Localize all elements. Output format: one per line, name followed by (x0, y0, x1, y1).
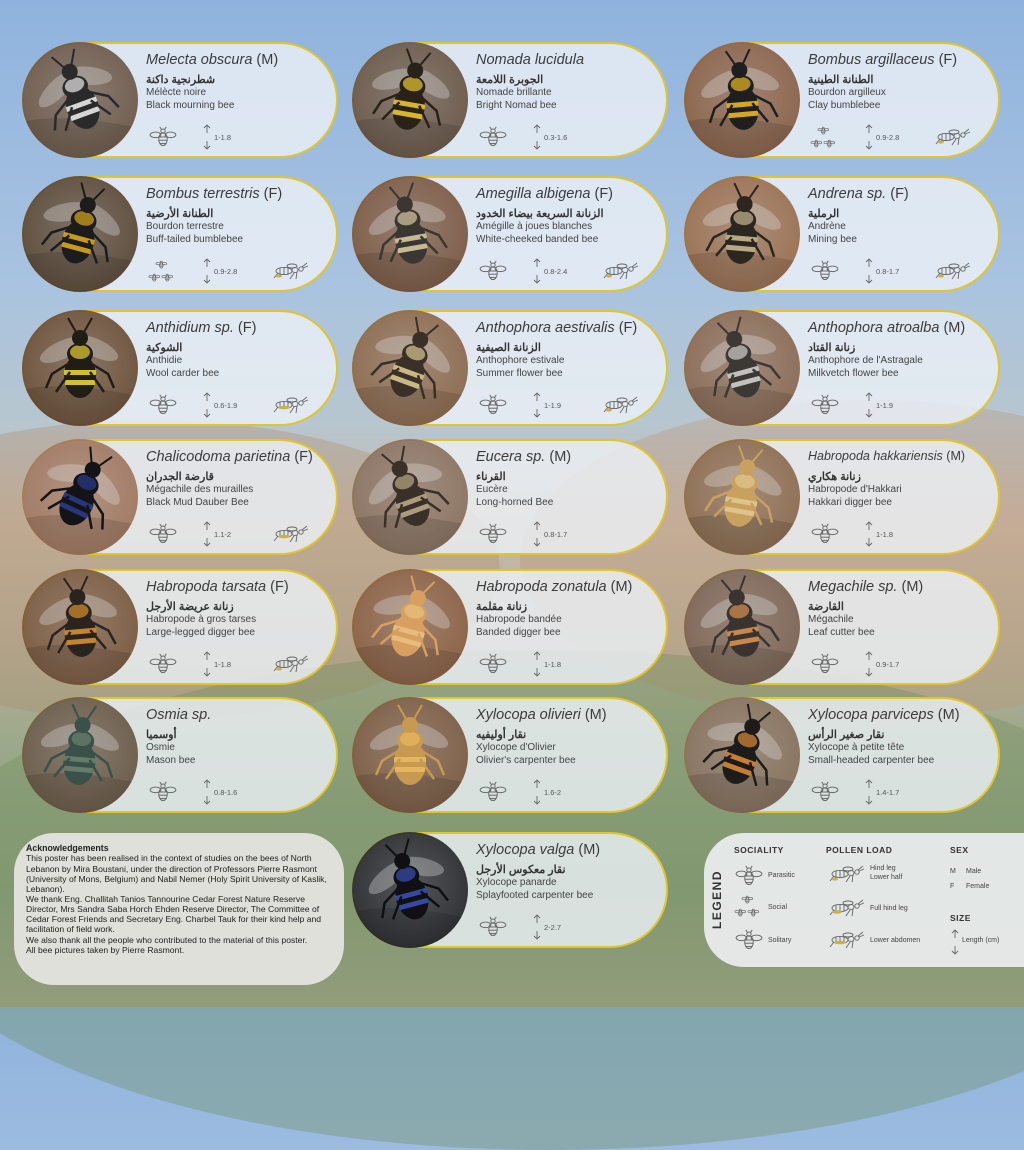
arabic-name: القارضة (808, 601, 844, 613)
size-arrow-icon (202, 521, 212, 545)
bee-photo (352, 832, 468, 948)
bee-card (684, 176, 1000, 292)
size-arrow-icon (202, 392, 212, 416)
sex-label: (M) (946, 449, 966, 463)
bee-photo (684, 569, 800, 685)
size-arrow-icon (532, 521, 542, 545)
scientific-name-text: Xylocopa parviceps (808, 707, 934, 723)
bee-card (22, 42, 338, 158)
french-name: Mégachile des murailles (146, 484, 254, 495)
scientific-name-text: Osmia sp. (146, 707, 212, 723)
size-arrow-icon (202, 124, 212, 148)
sex-label: (F) (263, 186, 283, 202)
parasitic-bee-icon (734, 865, 764, 892)
sex-label: (F) (594, 186, 614, 202)
bee-photo (22, 697, 138, 813)
trait-icons (808, 122, 998, 154)
sex-label: (F) (618, 320, 638, 336)
french-name: Andrène (808, 221, 846, 232)
acknowledgements-text: All bee pictures taken by Pierre Rasmont. (26, 944, 185, 955)
trait-icons (146, 777, 336, 809)
solitary-bee-icon (148, 781, 178, 808)
sex-label: (M) (549, 449, 572, 465)
french-name: Amégille à joues blanches (476, 221, 593, 232)
bee-photo (22, 310, 138, 426)
bee-photo (684, 310, 800, 426)
sex-label: (M) (943, 320, 966, 336)
english-name: Large-legged digger bee (146, 627, 255, 638)
trait-icons (146, 519, 336, 551)
legend-f: F (950, 883, 955, 890)
sex-label: (M) (256, 52, 279, 68)
scientific-name-text: Megachile sp. (808, 579, 898, 595)
scientific-name (146, 707, 211, 723)
sex-label: (F) (237, 320, 257, 336)
solitary-bee-icon (810, 394, 840, 421)
trait-icons (476, 649, 666, 681)
legend-sociality-header: SOCIALITY (734, 845, 784, 855)
trait-icons (808, 649, 998, 681)
size-arrow-icon (864, 651, 874, 675)
bee-card (352, 176, 668, 292)
size-range: 0.3-1.6 (544, 133, 568, 142)
sex-label: (M) (901, 579, 924, 595)
bee-card (684, 42, 1000, 158)
pollen-hind-leg-lower-icon (826, 865, 866, 890)
legend-lower-half: Lower half (870, 874, 903, 881)
scientific-name (808, 707, 960, 723)
sex-label: (F) (294, 449, 313, 465)
bee-card (684, 569, 1000, 685)
legend-solitary: Solitary (768, 937, 792, 944)
english-name: Summer flower bee (476, 368, 563, 379)
arabic-name: الشوكية (146, 342, 183, 354)
scientific-name (146, 579, 289, 595)
arabic-name: الرملية (808, 208, 840, 220)
trait-icons (146, 122, 336, 154)
scientific-name (476, 320, 637, 336)
solitary-bee-icon (148, 523, 178, 550)
legend-sex-header: SEX (950, 845, 969, 855)
english-name: Mining bee (808, 234, 857, 245)
pollen-hind-leg-icon (600, 262, 640, 287)
french-name: Xylocope panarde (476, 877, 557, 888)
pollen-abdomen-icon (270, 525, 310, 550)
french-name: Habropode d'Hakkari (808, 484, 902, 495)
bee-photo (22, 439, 138, 555)
arabic-name: قارضة الجدران (146, 471, 214, 483)
solitary-bee-icon (810, 523, 840, 550)
scientific-name-text: Habropoda hakkariensis (808, 449, 943, 463)
trait-icons (146, 649, 336, 681)
scientific-name-text: Anthophora atroalba (808, 320, 940, 336)
size-range: 0.8-2.4 (544, 267, 568, 276)
arabic-name: زنانة القتاد (808, 342, 856, 354)
pollen-full-hind-leg-icon (826, 899, 866, 924)
size-range: 0.9-1.7 (876, 660, 900, 669)
bee-photo (352, 176, 468, 292)
scientific-name (476, 842, 600, 858)
size-range: 0.8-1.7 (544, 530, 568, 539)
bee-card (684, 439, 1000, 555)
french-name: Xylocope d'Olivier (476, 742, 556, 753)
scientific-name-text: Anthophora aestivalis (476, 320, 615, 336)
english-name: Black Mud Dauber Bee (146, 497, 249, 508)
bee-photo (22, 569, 138, 685)
scientific-name-text: Xylocopa olivieri (476, 707, 581, 723)
arabic-name: نقار صغير الرأس (808, 729, 885, 741)
scientific-name (476, 52, 584, 68)
scientific-name (146, 52, 278, 68)
scientific-name (476, 186, 613, 202)
trait-icons (808, 519, 998, 551)
trait-icons (146, 390, 336, 422)
pollen-hind-leg-icon (600, 396, 640, 421)
size-arrow-icon (864, 258, 874, 282)
english-name: Wool carder bee (146, 368, 220, 379)
size-arrow-icon (532, 124, 542, 148)
sex-label: (F) (938, 52, 958, 68)
bee-photo (352, 310, 468, 426)
size-arrow-icon (532, 258, 542, 282)
scientific-name-text: Xylocopa valga (476, 842, 575, 858)
sex-label: (F) (890, 186, 909, 202)
french-name: Osmie (146, 742, 175, 753)
english-name: Long-horned Bee (476, 497, 554, 508)
trait-icons (146, 256, 336, 288)
sex-label: (M) (584, 707, 607, 723)
bee-card (352, 697, 668, 813)
size-arrow-icon (532, 779, 542, 803)
bee-photo (684, 439, 800, 555)
french-name: Bourdon argilleux (808, 87, 886, 98)
arabic-name: الطنانة الأرضية (146, 208, 214, 220)
scientific-name-text: Bombus terrestris (146, 186, 260, 202)
scientific-name-text: Chalicodoma parietina (146, 449, 291, 465)
scientific-name (808, 186, 909, 202)
bee-card (352, 439, 668, 555)
size-range: 0.9-2.8 (876, 133, 900, 142)
bee-card (22, 697, 338, 813)
sex-label: (M) (610, 579, 633, 595)
bee-photo (352, 697, 468, 813)
english-name: Milkvetch flower bee (808, 368, 899, 379)
english-name: Banded digger bee (476, 627, 561, 638)
legend-m: M (950, 868, 956, 875)
acknowledgements-text: We also thank all the people who contributed to the material of this poster. (26, 934, 308, 945)
size-range: 0.8-1.6 (214, 788, 238, 797)
size-range: 1-1.8 (214, 660, 232, 669)
bee-card (22, 439, 338, 555)
pollen-abdomen-icon (270, 396, 310, 421)
legend-pollen-header: POLLEN LOAD (826, 845, 893, 855)
arabic-name: نقار أوليفيه (476, 729, 527, 741)
scientific-name-text: Melecta obscura (146, 52, 253, 68)
social-bees-icon (734, 895, 762, 926)
legend-female: Female (966, 883, 990, 890)
size-arrow-icon (532, 651, 542, 675)
social-bees-icon (810, 126, 838, 157)
size-range: 1-1.8 (214, 133, 232, 142)
size-range: 1-1.9 (544, 401, 562, 410)
size-arrow-icon (202, 258, 212, 282)
trait-icons (476, 390, 666, 422)
size-range: 1-1.8 (876, 530, 894, 539)
scientific-name (146, 186, 282, 202)
french-name: Habropode bandée (476, 614, 562, 625)
bee-photo (684, 697, 800, 813)
bee-card (352, 832, 668, 948)
legend-size-header: SIZE (950, 913, 971, 923)
scientific-name (808, 320, 965, 336)
bee-photo (22, 42, 138, 158)
arabic-name: زنانة عريضة الأرجل (146, 601, 234, 613)
english-name: Bright Nomad bee (476, 100, 557, 111)
solitary-bee-icon (478, 260, 508, 287)
arabic-name: نقار معكوس الأرجل (476, 864, 566, 876)
legend-social: Social (768, 904, 788, 911)
bee-card (22, 176, 338, 292)
scientific-name-text: Habropoda tarsata (146, 579, 267, 595)
bee-photo (684, 176, 800, 292)
size-range: 2-2.7 (544, 923, 562, 932)
size-arrow-icon (950, 929, 960, 960)
trait-icons (808, 777, 998, 809)
english-name: Buff-tailed bumblebee (146, 234, 244, 245)
solitary-bee-icon (478, 916, 508, 943)
scientific-name (808, 579, 923, 595)
scientific-name-text: Habropoda zonatula (476, 579, 607, 595)
english-name: White-cheeked banded bee (476, 234, 599, 245)
french-name: Anthophore de l'Astragale (808, 355, 923, 366)
pollen-hind-leg-icon (270, 655, 310, 680)
solitary-bee-icon (478, 523, 508, 550)
scientific-name-text: Anthidium sp. (146, 320, 234, 336)
legend-panel (704, 833, 1024, 967)
french-name: Mélècte noire (146, 87, 207, 98)
french-name: Xylocope à petite tête (808, 742, 905, 753)
parasitic-bee-icon (148, 126, 178, 153)
size-range: 1.1-2 (214, 530, 232, 539)
french-name: Bourdon terrestre (146, 221, 224, 232)
legend-title: LEGEND (710, 869, 724, 929)
parasitic-bee-icon (478, 126, 508, 153)
solitary-bee-icon (734, 929, 764, 956)
trait-icons (476, 122, 666, 154)
arabic-name: الجوبرة اللامعة (476, 74, 544, 86)
french-name: Anthophore estivale (476, 355, 565, 366)
english-name: Clay bumblebee (808, 100, 881, 111)
arabic-name: شطرنجية داكنة (146, 74, 216, 86)
english-name: Splayfooted carpenter bee (476, 890, 594, 901)
trait-icons (476, 256, 666, 288)
arabic-name: زنانة مقلمة (476, 601, 528, 613)
solitary-bee-icon (810, 653, 840, 680)
scientific-name (476, 579, 632, 595)
trait-icons (808, 256, 998, 288)
pollen-hind-leg-icon (270, 262, 310, 287)
scientific-name-text: Nomada lucidula (476, 52, 585, 68)
legend-male: Male (966, 868, 982, 875)
scientific-name (146, 320, 256, 336)
bee-card (352, 569, 668, 685)
acknowledgements-panel (14, 833, 344, 985)
solitary-bee-icon (148, 653, 178, 680)
arabic-name: أوسميا (146, 729, 177, 741)
bee-photo (22, 176, 138, 292)
english-name: Black mourning bee (146, 100, 235, 111)
bee-photo (684, 42, 800, 158)
size-range: 0.9-2.8 (214, 267, 238, 276)
pollen-abdomen-icon (826, 931, 866, 956)
trait-icons (476, 519, 666, 551)
acknowledgements-title: Acknowledgements (26, 843, 109, 853)
size-arrow-icon (864, 392, 874, 416)
solitary-bee-icon (478, 653, 508, 680)
scientific-name-text: Bombus argillaceus (808, 52, 935, 68)
size-arrow-icon (864, 521, 874, 545)
french-name: Nomade brillante (476, 87, 552, 98)
trait-icons (476, 912, 666, 944)
size-arrow-icon (864, 779, 874, 803)
scientific-name-text: Andrena sp. (808, 186, 887, 202)
english-name: Hakkari digger bee (808, 497, 892, 508)
sex-label: (F) (270, 579, 289, 595)
french-name: Eucère (476, 484, 508, 495)
bee-card (22, 310, 338, 426)
solitary-bee-icon (478, 781, 508, 808)
size-range: 1-1.9 (876, 401, 894, 410)
english-name: Olivier's carpenter bee (476, 755, 576, 766)
solitary-bee-icon (810, 781, 840, 808)
arabic-name: زنانة هكاري (808, 471, 861, 483)
size-range: 1.6-2 (544, 788, 562, 797)
scientific-name (808, 449, 965, 463)
arabic-name: الطنانة الطينية (808, 74, 874, 86)
arabic-name: الزنانة الصيفية (476, 342, 541, 354)
acknowledgements-text: This poster has been realised in the context of studies on the bees of North Lebanon by Mira Boustani, under the direction of Professors Pierre Rasmont (University of Mons, Belgium) and Nabil Nemer (Holy Spirit University of Kaslik, Lebanon). (26, 853, 327, 894)
scientific-name (476, 707, 607, 723)
bee-card (22, 569, 338, 685)
legend-lower-abdomen: Lower abdomen (870, 937, 921, 944)
french-name: Mégachile (808, 614, 854, 625)
acknowledgements-text: We thank Eng. Challitah Tanios Tannourine Cedar Forest Nature Reserve Director, Mrs Sandra Saba Horch Ehden Reserve Director, The Committee of Cedar Forest Friends and Secretary Eng. Charbel Tauk for their kind help and facilitation of field work. (26, 893, 322, 935)
english-name: Small-headed carpenter bee (808, 755, 935, 766)
size-arrow-icon (202, 779, 212, 803)
size-range: 0.6-1.9 (214, 401, 238, 410)
size-range: 1-1.8 (544, 660, 562, 669)
french-name: Anthidie (146, 355, 183, 366)
size-arrow-icon (202, 651, 212, 675)
solitary-bee-icon (148, 394, 178, 421)
legend-hind-leg: Hind leg (870, 865, 896, 872)
size-arrow-icon (864, 124, 874, 148)
social-bees-icon (148, 260, 176, 291)
sex-label: (M) (937, 707, 960, 723)
trait-icons (476, 777, 666, 809)
pollen-hind-leg-icon (932, 128, 972, 153)
bee-photo (352, 569, 468, 685)
sex-label: (M) (578, 842, 601, 858)
bee-photo (352, 439, 468, 555)
pollen-hind-leg-icon (932, 262, 972, 287)
bee-card (684, 697, 1000, 813)
scientific-name (146, 449, 313, 465)
solitary-bee-icon (478, 394, 508, 421)
scientific-name (476, 449, 571, 465)
scientific-name-text: Amegilla albigena (476, 186, 591, 202)
french-name: Habropode à gros tarses (146, 614, 257, 625)
size-range: 0.8-1.7 (876, 267, 900, 276)
size-arrow-icon (532, 392, 542, 416)
bee-card (352, 42, 668, 158)
bee-photo (352, 42, 468, 158)
size-range: 1.4-1.7 (876, 788, 900, 797)
bee-card (684, 310, 1000, 426)
trait-icons (808, 390, 998, 422)
size-arrow-icon (532, 914, 542, 938)
legend-length: Length (cm) (962, 937, 1000, 944)
arabic-name: الزنانة السريعة بيضاء الخدود (476, 208, 604, 220)
legend-full-hind-leg: Full hind leg (870, 905, 908, 912)
scientific-name-text: Eucera sp. (476, 449, 546, 465)
legend-parasitic: Parasitic (768, 872, 795, 879)
english-name: Leaf cutter bee (808, 627, 875, 638)
arabic-name: القرناء (476, 471, 506, 483)
scientific-name (808, 52, 957, 68)
english-name: Mason bee (146, 755, 196, 766)
solitary-bee-icon (810, 260, 840, 287)
bee-card (352, 310, 668, 426)
